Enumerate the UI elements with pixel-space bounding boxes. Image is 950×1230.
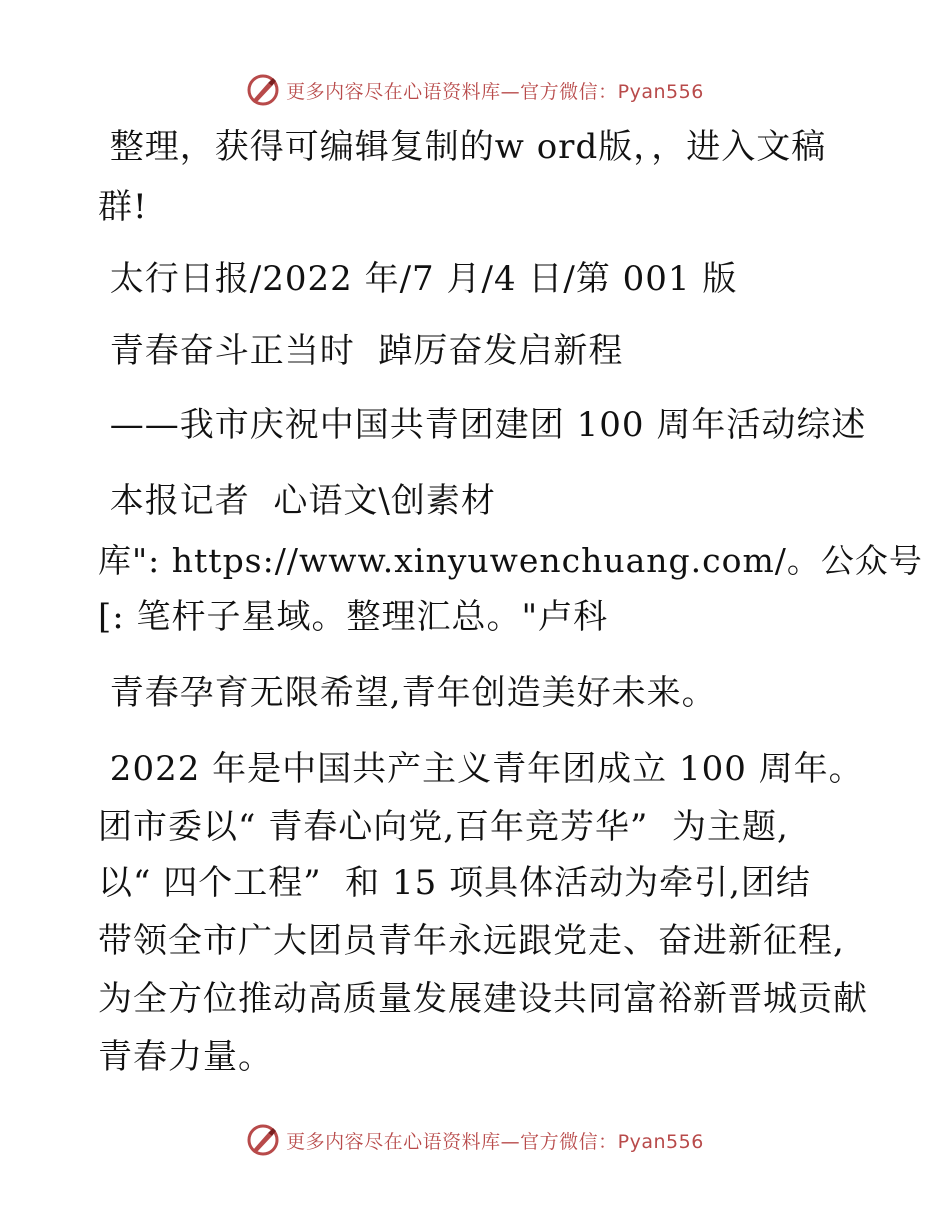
- paragraph-line: 带领全市广大团员青年永远跟党走、奋进新征程,: [98, 921, 845, 961]
- paragraph-line: 以“ 四个工程” 和 15 项具体活动为牵引,团结: [98, 863, 811, 903]
- watermark-text: 更多内容尽在心语资料库—官方微信：Pyan556: [286, 1130, 704, 1153]
- text-line: 库": https://www.xinyuwenchuang.com/。公众号: [98, 541, 923, 580]
- byline: 本报记者 心语文\创素材: [98, 481, 496, 521]
- footer-watermark-banner: [0, 1120, 950, 1160]
- paragraph-line: 为全方位推动高质量发展建设共同富裕新晋城贡献: [98, 979, 868, 1019]
- text-line: 群!: [98, 187, 148, 227]
- paragraph-line: 团市委以“ 青春心向党,百年竞芳华” 为主题,: [98, 807, 789, 847]
- article-title: 青春奋斗正当时 踔厉奋发启新程: [98, 331, 624, 371]
- paragraph-line: 2022 年是中国共产主义青年团成立 100 周年。: [98, 749, 864, 789]
- paragraph-line: 青春孕育无限希望,青年创造美好未来。: [98, 673, 717, 713]
- dateline: 太行日报/2022 年/7 月/4 日/第 001 版: [98, 259, 738, 299]
- paragraph-line: 青春力量。: [98, 1037, 273, 1077]
- text-line: [: 笔杆子星域。整理汇总。"卢科: [98, 597, 609, 637]
- text-line: 整理，获得可编辑复制的w ord版，，进入文稿: [98, 127, 827, 167]
- pen-logo-icon: [246, 73, 280, 107]
- header-watermark-banner: [0, 70, 950, 110]
- article-subtitle: ——我市庆祝中国共青团建团 100 周年活动综述: [98, 405, 867, 445]
- watermark-text: 更多内容尽在心语资料库—官方微信：Pyan556: [286, 80, 704, 103]
- pen-logo-icon: [246, 1123, 280, 1157]
